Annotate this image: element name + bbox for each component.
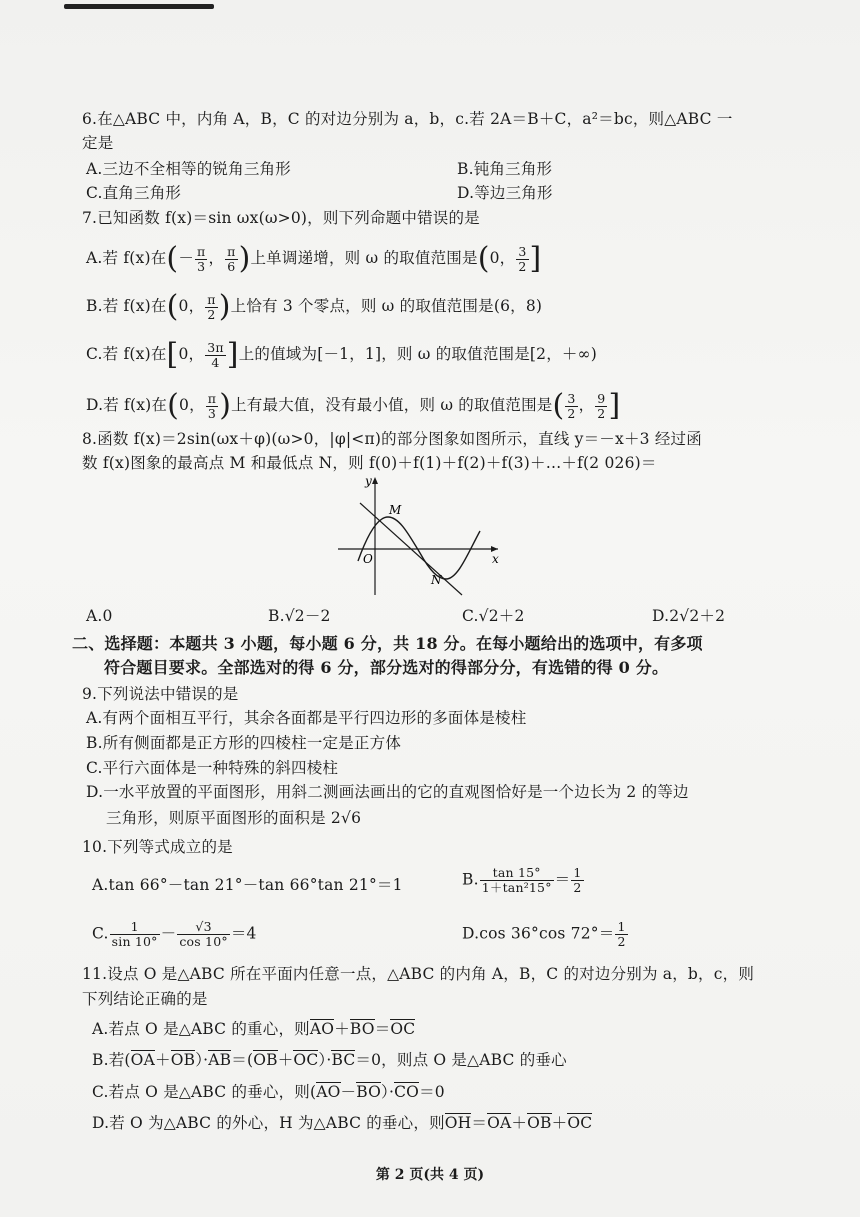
sine-graph-figure [338, 473, 508, 598]
frac-pi-3b: $\frac{\pi}{3}$ [207, 390, 217, 421]
q9-option-b: B.所有侧面都是正方形的四棱柱一定是正方体 [86, 734, 402, 752]
q11-option-a: A.若点 O 是△ABC 的重心，则AO＋BO＝OC [92, 1020, 416, 1038]
vector-ab: AB [208, 1051, 232, 1069]
frac-pi-2: $\frac{\pi}{2}$ [207, 291, 216, 322]
q10-option-d: D.cos 36°cos 72°＝ $\frac{1}{2}$ [462, 919, 626, 949]
vector-oc-2: OC [293, 1051, 319, 1069]
q7-option-a: A.若 f(x)在(－ $\frac{\pi}{3}$ ， $\frac{\pi}{6}$ )上单调递增，则 ω 的取值范围是(0， $\frac{3}{2}$ ] [86, 241, 542, 276]
x-axis-label: x [492, 552, 499, 566]
q8-option-b: B.√2－2 [268, 607, 331, 625]
frac-1-2: $\frac{1}{2}$ [573, 865, 582, 895]
section2-instructions-line2: 符合题目要求。全部选对的得 6 分，部分选对的得部分分，有选错的得 0 分。 [104, 658, 669, 677]
q6-option-c: C.直角三角形 [86, 184, 182, 202]
q8-option-c: C.√2＋2 [462, 607, 525, 625]
q10-option-a: A.tan 66°－tan 21°－tan 66°tan 21°＝1 [92, 876, 403, 894]
q7-option-c: C.若 f(x)在[0， $\frac{3\pi}{4}$ ]上的值域为[－1，1]，则 ω 的取值范围是[2，＋∞) [86, 337, 597, 372]
section2-instructions-line1: 二、选择题：本题共 3 小题，每小题 6 分，共 18 分。在每小题给出的选项中，有多项 [72, 634, 703, 653]
q9-option-d-line1: D.一水平放置的平面图形，用斜二测画法画出的它的直观图恰好是一个边长为 2 的等边 [86, 783, 689, 801]
vector-ob-3: OB [527, 1114, 552, 1132]
vector-ob-2: OB [253, 1051, 278, 1069]
q9-option-a: A.有两个面相互平行，其余各面都是平行四边形的多面体是棱柱 [86, 709, 527, 727]
point-n-label: N [431, 573, 442, 587]
q6-option-a: A.三边不全相等的锐角三角形 [86, 160, 291, 178]
q11-stem-line1: 11.设点 O 是△ABC 所在平面内任意一点，△ABC 的内角 A，B，C 的对边分别为 a，b，c，则 [82, 965, 755, 983]
q11-option-b: B.若(OA＋OB）·AB＝(OB＋OC）·BC＝0，则点 O 是△ABC 的垂心 [92, 1051, 567, 1069]
q9-option-d-line2: 三角形，则原平面图形的面积是 2√6 [106, 809, 362, 827]
q10-option-c: C. $\frac{1}{\sin 10^\circ}$ － $\frac{√3}{\cos 10^\circ}$ ＝4 [92, 919, 257, 949]
q8-option-a: A.0 [86, 607, 113, 625]
origin-label: O [363, 552, 373, 566]
vector-oh: OH [444, 1114, 472, 1132]
vector-bo: BO [349, 1020, 375, 1038]
q7-stem: 7.已知函数 f(x)＝sin ωx(ω>0)，则下列命题中错误的是 [82, 209, 480, 227]
frac-9-2: $\frac{9}{2}$ [597, 390, 606, 421]
q10-stem: 10.下列等式成立的是 [82, 838, 233, 856]
q7-option-b: B.若 f(x)在(0， $\frac{\pi}{2}$ )上恰有 3 个零点，则 ω 的取值范围是(6，8) [86, 289, 543, 324]
y-axis-label: y [365, 474, 372, 488]
q11-option-d: D.若 O 为△ABC 的外心，H 为△ABC 的垂心，则OH＝OA＋OB＋OC [92, 1114, 593, 1132]
frac-1-2b: $\frac{1}{2}$ [617, 919, 626, 949]
vector-ao: AO [309, 1020, 335, 1038]
q11-stem-line2: 下列结论正确的是 [82, 990, 208, 1008]
q9-stem: 9.下列说法中错误的是 [82, 685, 239, 703]
q6-stem-line1: 6.在△ABC 中，内角 A，B，C 的对边分别为 a，b，c.若 2A＝B＋C，a²＝bc，则△ABC 一 [82, 110, 733, 128]
frac-pi-6: $\frac{\pi}{6}$ [227, 243, 236, 274]
sine-curve [358, 517, 480, 579]
q8-stem-line1: 8.函数 f(x)＝2sin(ωx＋φ)(ω>0，|φ|<π)的部分图象如图所示，直线 y＝－x＋3 经过函 [82, 430, 702, 448]
frac-3pi-4: $\frac{3\pi}{4}$ [207, 339, 224, 370]
q7-option-d: D.若 f(x)在(0， $\frac{\pi}{3}$ )上有最大值，没有最小值，则 ω 的取值范围是( $\frac{3}{2}$ ， $\frac{9}{2}$ ] [86, 388, 621, 423]
q6-stem-line2: 定是 [82, 134, 114, 152]
vector-oa: OA [130, 1051, 155, 1069]
top-rule [64, 4, 214, 9]
vector-ao-2: AO [316, 1083, 341, 1101]
frac-tan15: $\frac{\tan 15^\circ}{\text{1＋tan²15°}}$ [481, 865, 552, 895]
vector-oa-2: OA [487, 1114, 512, 1132]
y-axis-arrow [372, 477, 378, 484]
q10-option-b: B. $\frac{\tan 15^\circ}{\text{1＋tan²15°}}$ ＝ $\frac{1}{2}$ [462, 865, 582, 895]
frac-3-2b: $\frac{3}{2}$ [567, 390, 576, 421]
vector-oc-3: OC [567, 1114, 593, 1132]
q6-option-d: D.等边三角形 [457, 184, 553, 202]
frac-3-2: $\frac{3}{2}$ [518, 243, 527, 274]
frac-sqrt3-cos10: $\frac{√3}{\cos 10^\circ}$ [179, 919, 228, 949]
page-footer: 第 2 页(共 4 页) [375, 1167, 485, 1183]
vector-co: CO [394, 1083, 420, 1101]
frac-1-sin10: $\frac{1}{\sin 10^\circ}$ [111, 919, 158, 949]
q6-option-b: B.钝角三角形 [457, 160, 553, 178]
vector-bo-2: BO [356, 1083, 382, 1101]
vector-oc: OC [390, 1020, 416, 1038]
q11-option-c: C.若点 O 是△ABC 的垂心，则(AO－BO）·CO＝0 [92, 1083, 445, 1101]
vector-bc: BC [331, 1051, 356, 1069]
q9-option-c: C.平行六面体是一种特殊的斜四棱柱 [86, 759, 339, 777]
point-m-label: M [389, 503, 402, 517]
q8-option-d: D.2√2＋2 [652, 607, 726, 625]
vector-ob: OB [170, 1051, 196, 1069]
frac-pi-3: $\frac{\pi}{3}$ [197, 243, 206, 274]
q8-stem-line2: 数 f(x)图象的最高点 M 和最低点 N，则 f(0)＋f(1)＋f(2)＋f(3)＋…＋f(2 026)＝ [82, 454, 657, 472]
